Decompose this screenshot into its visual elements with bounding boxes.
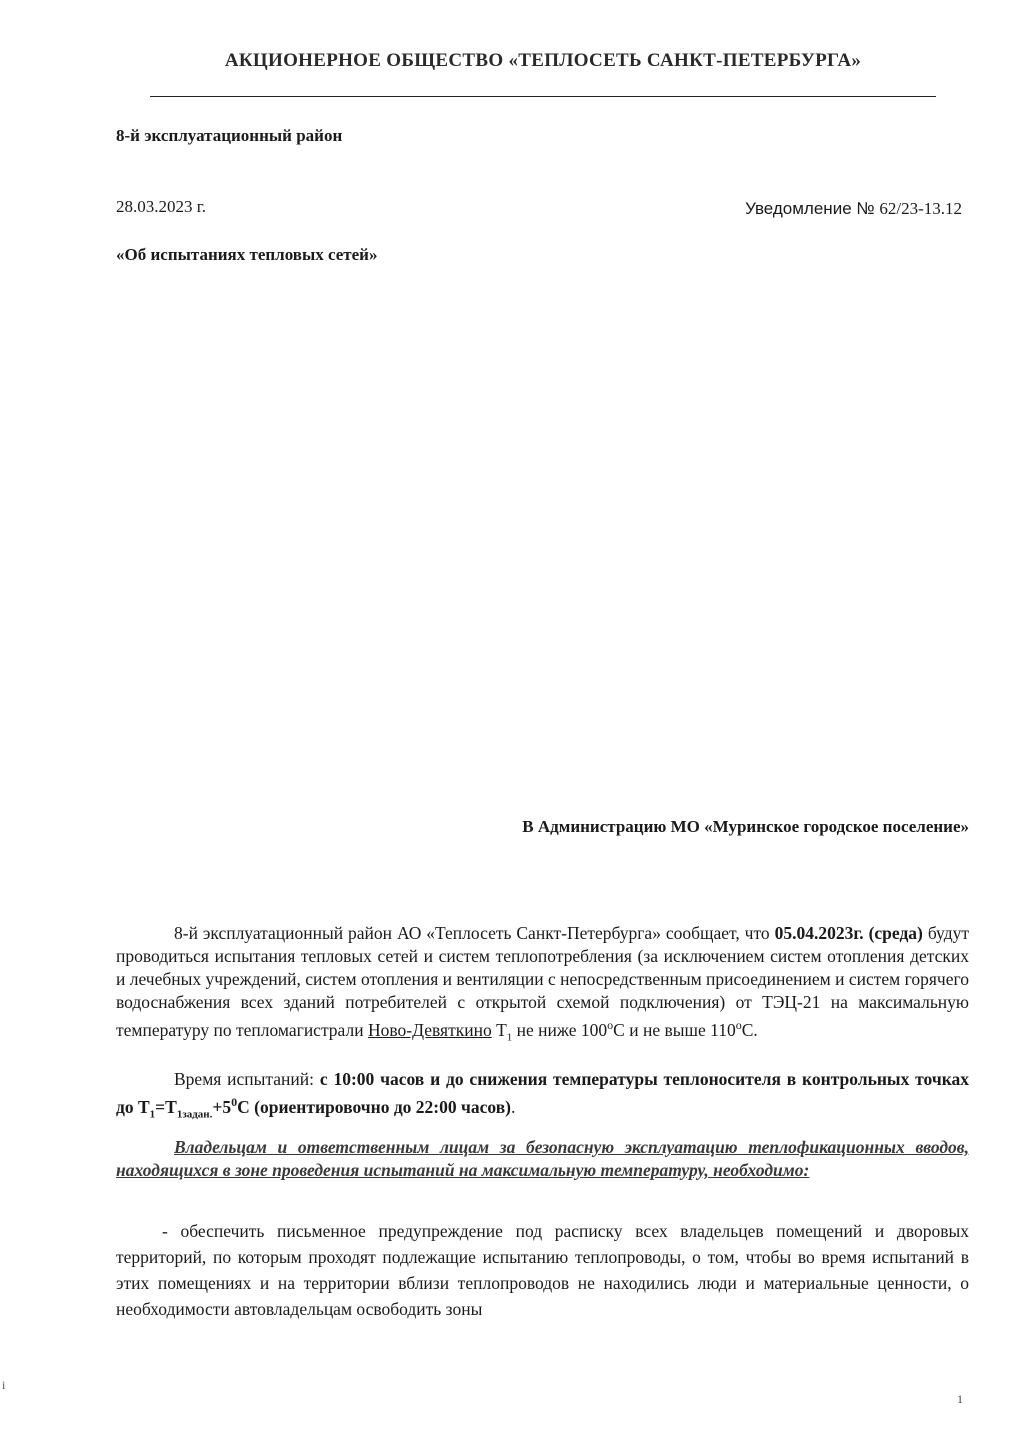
district-name: 8-й эксплуатационный район: [116, 126, 343, 145]
document-subject: «Об испытаниях тепловых сетей»: [116, 245, 378, 264]
time-eq: =Т: [155, 1096, 177, 1117]
time-deg: 0: [231, 1095, 238, 1109]
test-date: 05.04.2023г. (среда): [774, 923, 923, 943]
header-divider: [150, 96, 936, 97]
scan-edge-mark: i: [2, 1378, 6, 1392]
addressee: В Администрацию МО «Муринское городское поселение»: [522, 817, 969, 836]
time-window: с 10:00 часов и до снижения температуры теплоносителя в контрольных точках до Т: [116, 1069, 970, 1117]
warning-requirement-text: - обеспечить письменное предупреждение под расписку всех владельцев помещений и дворовых территорий, по которым проходят подлежащие испытанию теплопроводы, о том, чтобы во время испытаний в этих помещениях и на территории вблизи теплопроводов не находились люди и материальные ценности, о необходимости автовладельцам освободить зоны: [116, 1221, 969, 1319]
paragraph-testing-time: [116, 1068, 969, 1126]
notice-number: [745, 199, 962, 219]
p1-end: С.: [741, 1019, 758, 1040]
document-date: 28.03.2023 г.: [116, 197, 207, 216]
p1-max-temp: С и не выше 110: [613, 1019, 736, 1040]
paragraph-testing-announcement: [116, 922, 969, 1049]
p1-text-a: 8-й эксплуатационный район АО «Теплосеть Санкт-Петербурга» сообщает, что: [174, 923, 770, 943]
notice-label: Уведомление №: [745, 199, 875, 218]
time-estimate: С (ориентировочно до 22:00 часов): [237, 1096, 511, 1117]
time-label: Время испытаний:: [174, 1069, 314, 1089]
p1-max-deg: о: [735, 1018, 742, 1032]
page-number: 1: [957, 1392, 963, 1406]
organization-header: АКЦИОНЕРНОЕ ОБЩЕСТВО «ТЕПЛОСЕТЬ САНКТ-ПЕТЕРБУРГА»: [224, 50, 862, 71]
p1-t-symbol: Т: [496, 1019, 507, 1040]
time-t-set-sub: 1задан.: [176, 1108, 213, 1121]
time-end: .: [510, 1096, 516, 1117]
p1-min-deg: о: [607, 1018, 614, 1032]
time-t-sub: 1: [149, 1108, 156, 1121]
p1-t-sub: 1: [506, 1031, 513, 1044]
notice-number-value: 62/23-13.12: [879, 199, 962, 218]
paragraph-owner-instructions: [116, 1136, 969, 1182]
p1-min-temp: не ниже 100: [516, 1019, 608, 1040]
time-plus: +5: [212, 1096, 232, 1117]
heat-main-name: Ново-Девяткино: [367, 1019, 492, 1040]
p1-text-b: будут проводиться испытания тепловых сетей и систем теплопотребления (за исключением систем отопления детских и лечебных учреждений, систем отопления и вентиляции с непосредственным присоединением и систем горячего водоснабжения всех зданий потребителей с открытой схемой подключения) от ТЭЦ-21 на максимальную температуру по тепломагистрали: [116, 923, 969, 1040]
paragraph-warning-requirement: [116, 1218, 969, 1322]
owner-instructions-text: Владельцам и ответственным лицам за безопасную эксплуатацию теплофикационных вводов, находящихся в зоне проведения испытаний на максимальную температуру, необходимо:: [116, 1137, 969, 1180]
